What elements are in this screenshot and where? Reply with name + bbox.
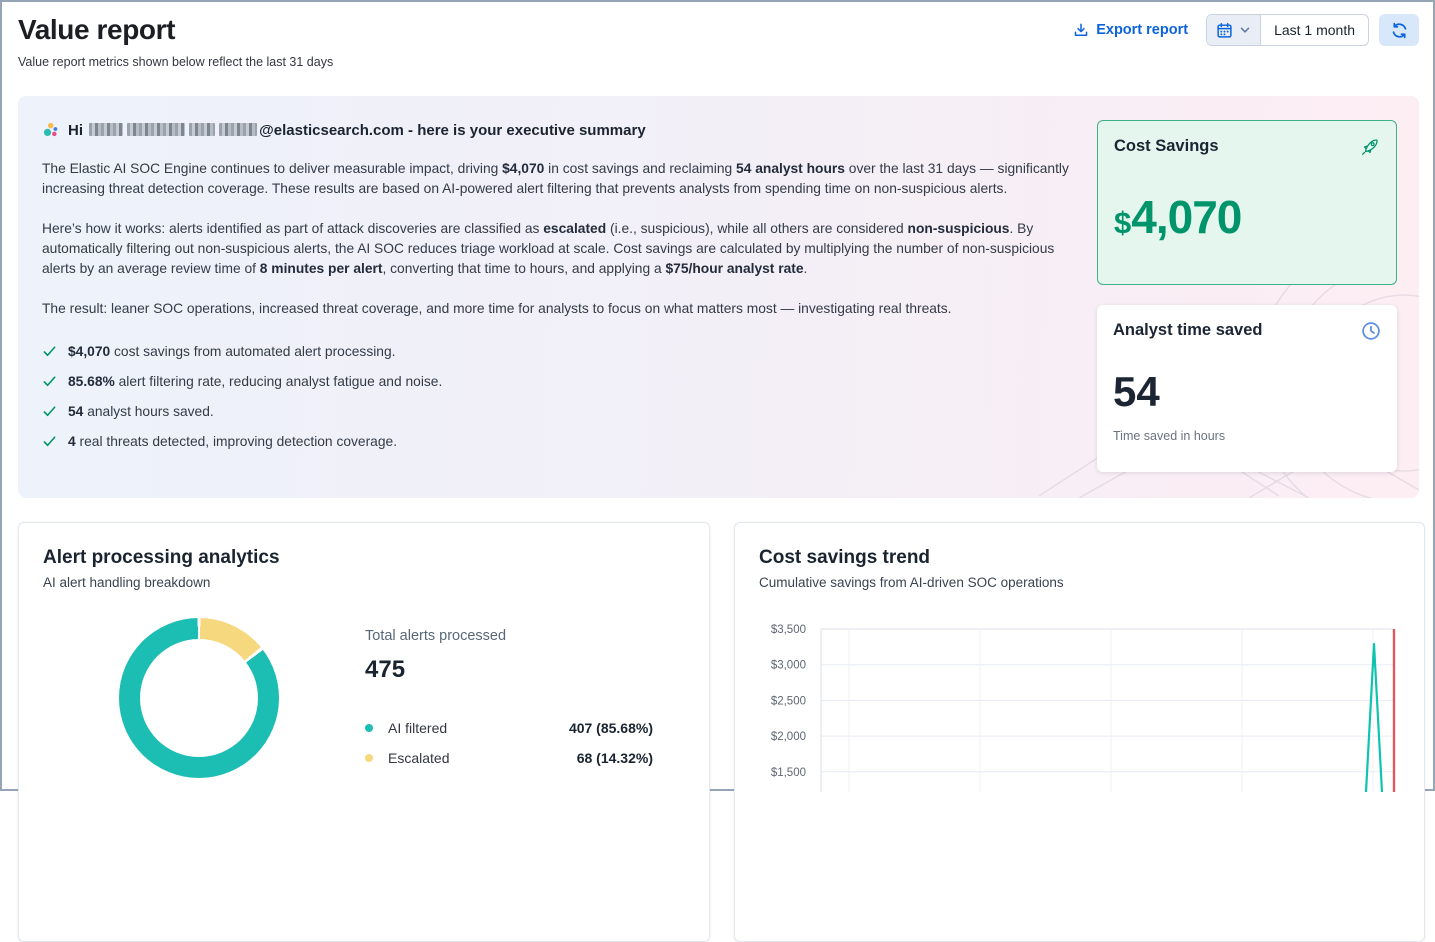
legend-label: Escalated <box>388 750 450 766</box>
donut-hole <box>140 639 258 757</box>
ai-assistant-icon <box>42 122 59 139</box>
svg-text:$2,000: $2,000 <box>770 731 806 744</box>
summary-bullet-list <box>42 342 1077 452</box>
summary-bullet: $4,070 cost savings from automated alert processing. <box>42 342 1077 362</box>
summary-bullet: 54 analyst hours saved. <box>42 402 1077 422</box>
legend-value: 407 (85.68%) <box>568 720 653 736</box>
alerts-stats <box>365 618 653 780</box>
alert-analytics-title: Alert processing analytics <box>43 547 280 568</box>
legend-dot <box>365 754 373 762</box>
check-icon <box>42 344 57 359</box>
redacted-name-block <box>89 123 123 136</box>
toolbar <box>1073 14 1419 46</box>
savings-line-series <box>1366 644 1382 792</box>
charts-row <box>18 522 1419 942</box>
analyst-time-value: 54 <box>1113 368 1160 415</box>
donut-legend <box>365 720 653 766</box>
page-subtitle: Value report metrics shown below reflect the last 31 days <box>18 55 334 69</box>
greeting-line <box>42 122 1077 139</box>
legend-item-escalated <box>365 750 653 766</box>
svg-text:$2,500: $2,500 <box>770 695 806 708</box>
greeting-text: Hi @elasticsearch.com - here is your executive summary <box>68 122 646 139</box>
download-icon <box>1073 22 1089 38</box>
y-gridlines <box>821 629 1394 772</box>
page-title: Value report <box>18 14 176 45</box>
svg-text:$3,000: $3,000 <box>770 659 806 672</box>
total-alerts-label: Total alerts processed <box>365 628 507 644</box>
clock-icon <box>1361 321 1381 341</box>
check-icon <box>42 404 57 419</box>
cost-savings-title: Cost Savings <box>1114 137 1219 155</box>
refresh-icon <box>1391 22 1408 39</box>
summary-paragraph: Here’s how it works: alerts identified as part of attack discoveries are classified as escalated (i.e., suspicious), while all others are considered non-suspicious. By automatically filtering out non-suspicious alerts, the AI SOC reduces triage workload at scale. Cost savings are calculated by multiplying the number of non-suspicious alerts by an average review time of 8 minutes per alert, converting that time to hours, and applying a $75/hour analyst rate. <box>42 221 1055 276</box>
summary-paragraph: The result: leaner SOC operations, increased threat coverage, and more time for analysts to focus on what matters most — investigating real threats. <box>42 301 952 316</box>
calendar-icon <box>1216 22 1233 39</box>
cost-savings-card <box>1097 120 1397 285</box>
executive-summary-panel <box>18 96 1419 498</box>
total-alerts-value: 475 <box>365 656 406 683</box>
export-report-label: Export report <box>1096 22 1189 38</box>
legend-value: 68 (14.32%) <box>576 750 653 766</box>
check-icon <box>42 374 57 389</box>
date-range-label-button[interactable] <box>1261 15 1368 45</box>
summary-metric-cards <box>1097 120 1397 472</box>
alert-analytics-card <box>18 522 710 942</box>
summary-content <box>42 122 1077 452</box>
rocket-icon <box>1360 137 1380 157</box>
analyst-time-caption: Time saved in hours <box>1113 429 1226 443</box>
cost-trend-chart <box>759 620 1400 792</box>
x-gridlines <box>849 629 1373 792</box>
redacted-name-block <box>127 123 185 136</box>
cost-trend-title: Cost savings trend <box>759 547 931 568</box>
summary-bullet: 85.68% alert filtering rate, reducing analyst fatigue and noise. <box>42 372 1077 392</box>
redacted-name-block <box>219 123 257 136</box>
refresh-button[interactable] <box>1379 14 1419 46</box>
alert-analytics-subtitle: AI alert handling breakdown <box>43 575 211 590</box>
date-range-label: Last 1 month <box>1274 22 1355 38</box>
chevron-down-icon <box>1239 24 1251 36</box>
check-icon <box>42 434 57 449</box>
redacted-name-block <box>189 123 215 136</box>
date-range-picker[interactable] <box>1206 14 1369 46</box>
alerts-donut-chart <box>119 618 279 778</box>
export-report-button[interactable] <box>1073 22 1188 38</box>
legend-label: AI filtered <box>388 720 448 736</box>
svg-text:$3,500: $3,500 <box>770 624 806 636</box>
y-tick-labels <box>771 624 806 779</box>
page-header <box>2 2 1433 69</box>
analyst-time-saved-card <box>1097 305 1397 472</box>
analyst-time-title: Analyst time saved <box>1113 321 1263 339</box>
cost-trend-subtitle: Cumulative savings from AI-driven SOC operations <box>759 575 1064 590</box>
cost-trend-card <box>734 522 1425 942</box>
date-picker-menu-button[interactable] <box>1207 15 1261 45</box>
summary-paragraph: The Elastic AI SOC Engine continues to deliver measurable impact, driving $4,070 in cost savings and reclaiming 54 analyst hours over the last 31 days — significantly increasing threat detection coverage. These results are based on AI-powered alert filtering that prevents analysts from spending time on non-suspicious alerts. <box>42 161 1069 196</box>
legend-dot <box>365 724 373 732</box>
summary-bullet: 4 real threats detected, improving detection coverage. <box>42 432 1077 452</box>
svg-text:$1,500: $1,500 <box>770 766 806 779</box>
legend-item-ai-filtered <box>365 720 653 736</box>
cost-savings-value: $4,070 <box>1114 191 1242 243</box>
